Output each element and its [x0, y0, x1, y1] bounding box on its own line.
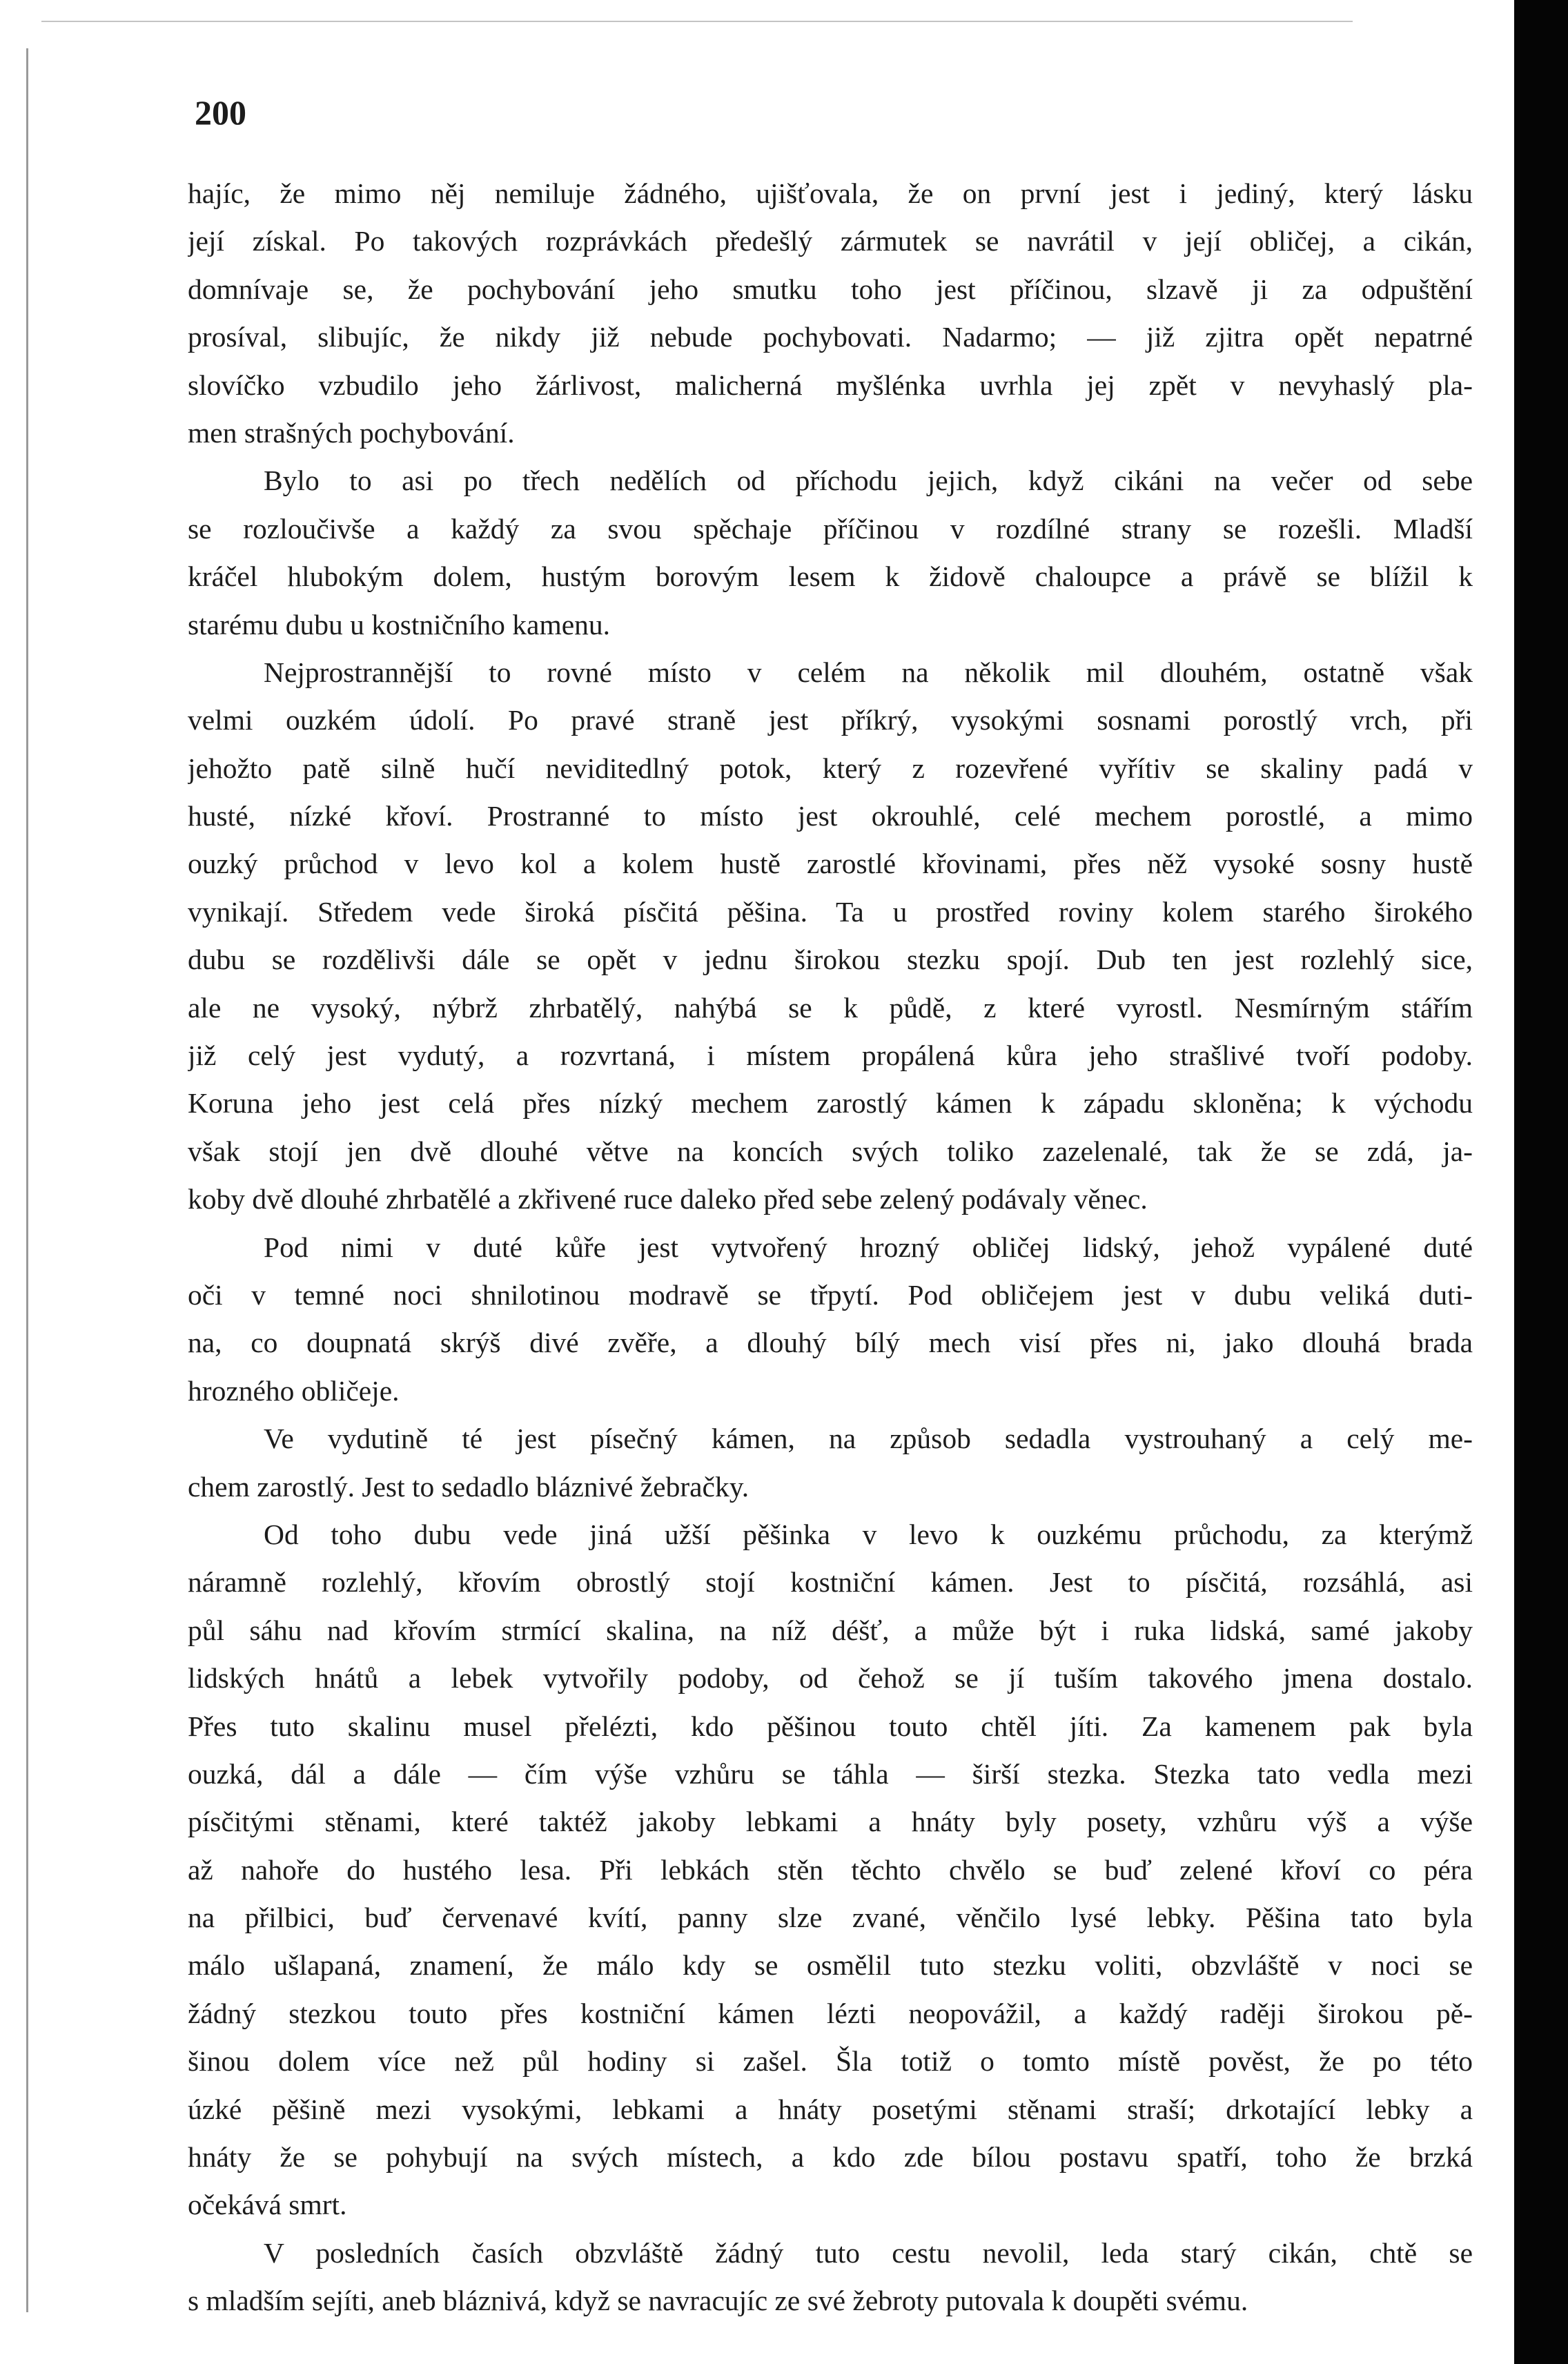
text-line: půl sáhu nad křovím strmící skalina, na níž déšť, a může být i ruka lidská, samé jakoby [188, 1614, 1473, 1646]
text-line: Od toho dubu vede jiná užší pěšinka v levo k ouzkému průchodu, za kterýmž [264, 1518, 1473, 1550]
text-line: šinou dolem více než půl hodiny si zašel. Šla totiž o tomto místě pověst, že po této [188, 2045, 1473, 2078]
text-line: s mladším sejíti, aneb bláznivá, když se navracujíc ze své žebroty putovala k doupěti svému. [188, 2285, 1248, 2317]
text-line: se rozloučivše a každý za svou spěchaje příčinou v rozdílné strany se rozešli. Mladší [188, 512, 1473, 545]
text-line: husté, nízké křoví. Prostranné to místo jest okrouhlé, celé mechem porostlé, a mimo [188, 800, 1473, 832]
text-line: Nejprostrannější to rovné místo v celém na několik mil dlouhém, ostatně však [264, 656, 1473, 688]
text-line: jehožto patě silně hučí neviditedlný potok, který z rozevřené vyřítiv se skaliny padá v [188, 752, 1473, 784]
text-line: lidských hnátů a lebek vytvořily podoby, od čehož se jí tuším takového jmena dostalo. [188, 1662, 1473, 1694]
text-line: ouzký průchod v levo kol a kolem hustě zarostlé křovinami, přes něž vysoké sosny hustě [188, 848, 1473, 880]
text-line: až nahoře do hustého lesa. Při lebkách stěn těchto chvělo se buď zelené křoví co péra [188, 1853, 1473, 1886]
text-line: však stojí jen dvě dlouhé větve na koncích svých toliko zazelenalé, tak že se zdá, ja- [188, 1135, 1473, 1167]
text-line: koby dvě dlouhé zhrbatělé a zkřivené ruce daleko před sebe zelený podávaly věnec. [188, 1183, 1148, 1215]
body-text [188, 170, 1473, 2325]
text-line: její získal. Po takových rozprávkách předešlý zármutek se navrátil v její obličej, a cikán, [188, 225, 1473, 257]
text-line: málo ušlapaná, znamení, že málo kdy se osmělil tuto stezku voliti, obzvláště v noci se [188, 1949, 1473, 1982]
text-line: náramně rozlehlý, křovím obrostlý stojí kostniční kámen. Jest to písčitá, rozsáhlá, asi [188, 1566, 1473, 1599]
text-line: písčitými stěnami, které taktéž jakoby lebkami a hnáty byly posety, vzhůru výš a výše [188, 1806, 1473, 1838]
text-line: ouzká, dál a dále — čím výše vzhůru se táhla — širší stezka. Stezka tato vedla mezi [188, 1757, 1473, 1790]
text-line: hnáty že se pohybují na svých místech, a kdo zde bílou postavu spatří, toho že brzká [188, 2141, 1473, 2173]
text-line: Ve vydutině té jest písečný kámen, na způsob sedadla vystrouhaný a celý me- [264, 1423, 1473, 1455]
text-line: dubu se rozdělivši dále se opět v jednu širokou stezku spojí. Dub ten jest rozlehlý sice, [188, 944, 1473, 976]
text-line: Pod nimi v duté kůře jest vytvořený hrozný obličej lidský, jehož vypálené duté [264, 1231, 1473, 1263]
text-line: prosíval, slibujíc, že nikdy již nebude pochybovati. Nadarmo; — již zjitra opět nepatrné [188, 321, 1473, 353]
scan-black-edge [1514, 0, 1568, 2364]
text-line: Přes tuto skalinu musel přelézti, kdo pěšinou touto chtěl jíti. Za kamenem pak byla [188, 1710, 1473, 1742]
text-line: na, co doupnatá skrýš divé zvěře, a dlouhý bílý mech visí přes ni, jako dlouhá brada [188, 1327, 1473, 1359]
text-line: očekává smrt. [188, 2189, 347, 2221]
text-line: úzké pěšině mezi vysokými, lebkami a hnáty posetými stěnami straší; drkotající lebky a [188, 2093, 1473, 2125]
text-line: starému dubu u kostničního kamenu. [188, 608, 611, 641]
text-line: slovíčko vzbudilo jeho žárlivost, malicherná myšlénka uvrhla jej zpět v nevyhaslý pla- [188, 369, 1473, 401]
page-number: 200 [195, 93, 246, 132]
text-line: hrozného obličeje. [188, 1374, 400, 1407]
text-line: Bylo to asi po třech nedělích od příchodu jejich, když cikáni na večer od sebe [264, 465, 1473, 497]
text-line: vynikají. Středem vede široká písčitá pěšina. Ta u prostřed roviny kolem starého širokého [188, 895, 1473, 928]
text-line: kráčel hlubokým dolem, hustým borovým lesem k židově chaloupce a právě se blížil k [188, 560, 1473, 593]
text-line: domnívaje se, že pochybování jeho smutku toho jest příčinou, slzavě ji za odpuštění [188, 273, 1473, 305]
text-line: velmi ouzkém údolí. Po pravé straně jest příkrý, vysokými sosnami porostlý vrch, při [188, 704, 1473, 736]
text-line: men strašných pochybování. [188, 416, 515, 449]
scan-top-line [41, 21, 1353, 22]
text-line: hajíc, že mimo něj nemiluje žádného, ujišťovala, že on první jest i jediný, který lásku [188, 177, 1473, 209]
text-line: oči v temné noci shnilotinou modravě se třpytí. Pod obličejem jest v dubu veliká duti- [188, 1278, 1473, 1311]
text-line: žádný stezkou touto přes kostniční kámen lézti neopovážil, a každý raději širokou pě- [188, 1997, 1473, 2029]
text-line: již celý jest vydutý, a rozvrtaná, i místem propálená kůra jeho strašlivé tvoří podoby. [188, 1039, 1473, 1072]
scan-margin-line [26, 48, 28, 2312]
text-line: ale ne vysoký, nýbrž zhrbatělý, nahýbá se k půdě, z které vyrostl. Nesmírným stářím [188, 991, 1473, 1024]
text-line: na přilbici, buď červenavé kvítí, panny slze zvané, věnčilo lysé lebky. Pěšina tato byla [188, 1902, 1473, 1934]
text-line: Koruna jeho jest celá přes nízký mechem zarostlý kámen k západu skloněna; k východu [188, 1087, 1473, 1120]
text-line: V posledních časích obzvláště žádný tuto cestu nevolil, leda starý cikán, chtě se [264, 2236, 1473, 2269]
text-line: chem zarostlý. Jest to sedadlo bláznivé žebračky. [188, 1470, 749, 1503]
